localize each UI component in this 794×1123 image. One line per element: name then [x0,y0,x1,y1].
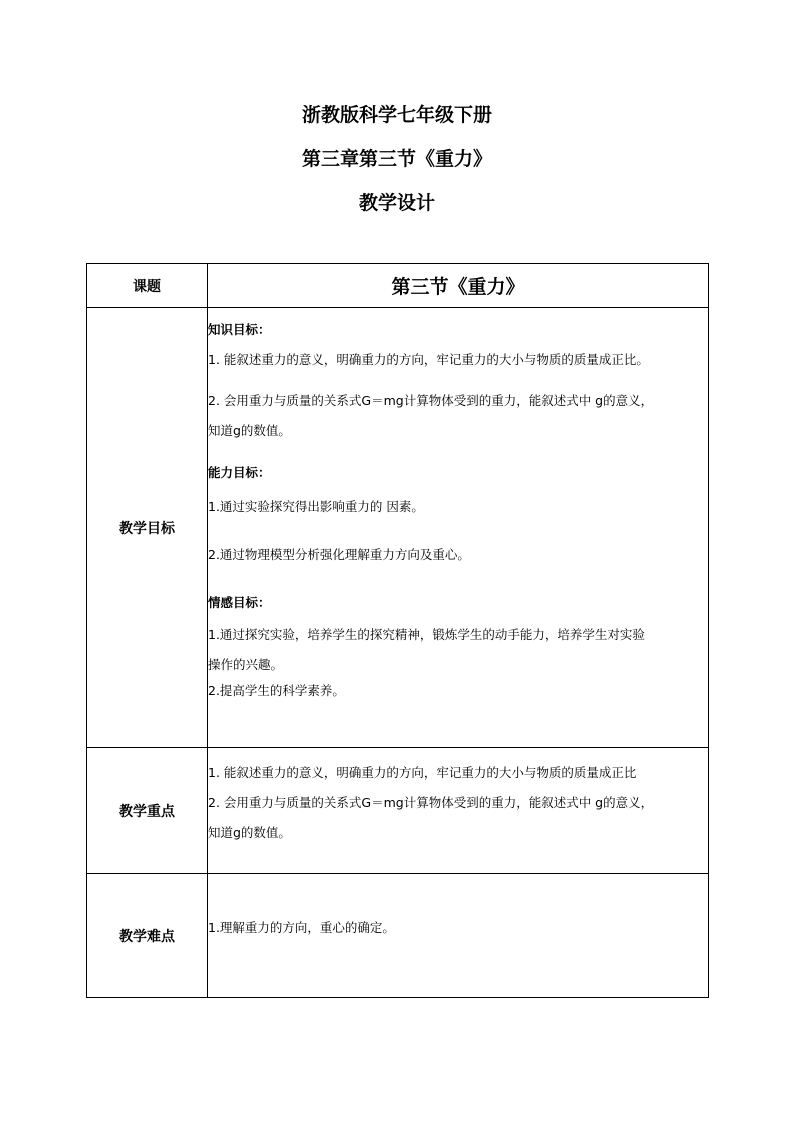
key-point-1: 1. 能叙述重力的意义，明确重力的方向，牢记重力的大小与物质的质量成正比 [208,765,637,780]
emotion-item-2: 2.提高学生的科学素养。 [208,683,345,698]
difficulties-content [208,874,709,998]
key-points-label: 教学重点 [87,748,208,874]
lesson-plan-table [86,263,709,998]
difficulty-1: 1.理解重力的方向，重心的确定。 [208,920,395,935]
key-point-2-cont: 知道g的数值。 [208,825,291,840]
knowledge-item-1: 1. 能叙述重力的意义，明确重力的方向，牢记重力的大小与物质的质量成正比。 [208,352,649,367]
table-row-difficulties [87,874,709,998]
table-row-key-points [87,748,709,874]
difficulties-label: 教学难点 [87,874,208,998]
key-point-2: 2. 会用重力与质量的关系式G＝mg计算物体受到的重力，能叙述式中 g的意义， [208,795,654,810]
emotion-item-1-cont: 操作的兴趣。 [208,657,284,672]
document-title-chapter: 第三章第三节《重力》 [301,148,492,170]
knowledge-heading: 知识目标： [208,322,271,337]
ability-heading: 能力目标： [208,465,271,480]
ability-item-2: 2.通过物理模型分析强化理解重力方向及重心。 [208,547,470,562]
knowledge-item-2-cont: 知道g的数值。 [208,423,291,438]
knowledge-item-2: 2. 会用重力与质量的关系式G＝mg计算物体受到的重力，能叙述式中 g的意义， [208,393,654,408]
objectives-content [208,308,709,748]
ability-item-1: 1.通过实验探究得出影响重力的 因素。 [208,499,424,514]
key-points-content [208,748,709,874]
topic-value: 第三节《重力》 [208,264,709,308]
document-title-main: 浙教版科学七年级下册 [301,104,492,126]
document-title-type: 教学设计 [358,192,435,214]
table-row-topic [87,264,709,308]
topic-label: 课题 [87,264,208,308]
emotion-heading: 情感目标： [208,595,271,610]
objectives-label: 教学目标 [87,308,208,748]
table-row-objectives [87,308,709,748]
emotion-item-1: 1.通过探究实验，培养学生的探究精神，锻炼学生的动手能力，培养学生对实验 [208,627,645,642]
